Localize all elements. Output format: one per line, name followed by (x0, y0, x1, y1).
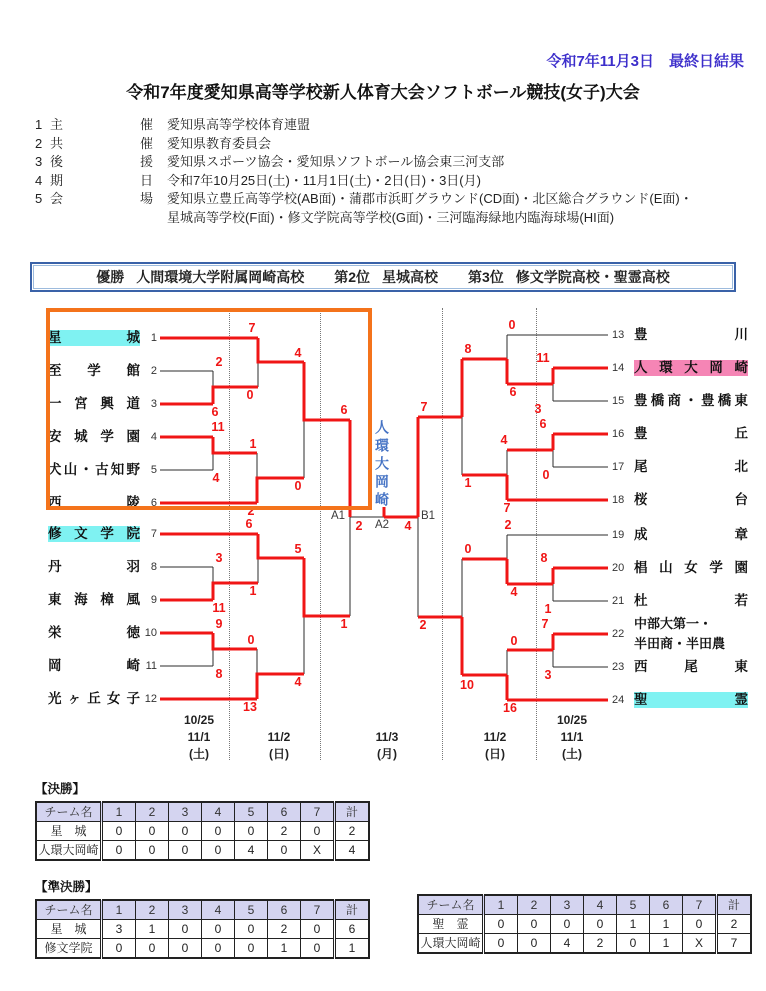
header-cell: 4 (584, 895, 617, 915)
inning-cell: 0 (301, 939, 335, 959)
round-dates-col3 (376, 729, 399, 763)
inning-cell: 0 (169, 939, 202, 959)
info-text-line1: 愛知県スポーツ協会・愛知県ソフトボール協会東三河支部 (167, 154, 505, 169)
semifinal-left-section (35, 877, 370, 959)
inning-cell: 0 (102, 822, 136, 841)
info-number: 1 (35, 117, 43, 132)
header-cell: 4 (202, 802, 235, 822)
team-seed: 7 (150, 527, 157, 540)
inning-cell: 0 (102, 841, 136, 861)
semifinal-right-section (417, 894, 752, 954)
score: 4 (294, 675, 302, 689)
team-entry (48, 524, 157, 544)
score: 0 (294, 479, 302, 493)
inning-cell: 2 (584, 934, 617, 954)
team-name: 人環大岡崎 (634, 359, 748, 375)
second-name: 星城高校 (382, 269, 438, 285)
score: 0 (508, 318, 516, 332)
team-seed: 12 (144, 692, 157, 705)
header-cell: 4 (202, 900, 235, 920)
table-header-row (36, 802, 369, 822)
round-dates-col5 (557, 712, 587, 763)
score: 0 (510, 634, 518, 648)
inning-cell: 0 (518, 934, 551, 954)
date-line: (土) (189, 747, 209, 761)
team-seed: 21 (612, 594, 625, 607)
inning-cell: 0 (202, 841, 235, 861)
score: 6 (539, 417, 547, 431)
team-name (630, 614, 725, 654)
score: 7 (503, 501, 511, 515)
team-entry (612, 424, 748, 444)
date-line: (日) (268, 747, 289, 761)
inning-cell: 0 (169, 920, 202, 939)
inning-cell: 0 (136, 822, 169, 841)
info-text-line2: 星城高等学校(F面)・修文学院高等学校(G面)・三河臨海緑地内臨海球場(HI面) (167, 209, 615, 225)
inning-cell: 0 (235, 920, 268, 939)
header-cell: 7 (301, 802, 335, 822)
highlight-rectangle (46, 308, 372, 510)
date-line: 10/25 (556, 713, 588, 727)
info-number: 3 (35, 154, 43, 169)
score: 11 (211, 420, 225, 434)
team-name: 豊川 (634, 326, 748, 342)
team-name-line1: 中部大第一・ (634, 616, 713, 631)
team-seed: 22 (612, 627, 625, 640)
date-line: 11/1 (187, 730, 211, 744)
final-score-section (35, 779, 370, 861)
inning-cell: 0 (268, 841, 301, 861)
final-day-date-note: 令和7年11月3日 最終日結果 (546, 53, 744, 70)
score: 6 (211, 405, 219, 419)
info-label: 会 (50, 191, 64, 206)
score: 10 (460, 678, 474, 692)
date-line: 10/25 (183, 713, 215, 727)
semifinal-left-table (35, 899, 370, 959)
total-cell: 2 (717, 915, 752, 934)
team-name: 至学館 (48, 362, 140, 378)
champion-name: 人間環境大学附属岡崎高校 (136, 269, 305, 285)
inning-cell: 0 (617, 934, 650, 954)
champion-label: 優勝 (96, 269, 125, 285)
team-name: 岡崎 (48, 657, 140, 673)
inning-cell: 0 (169, 822, 202, 841)
score: 3 (544, 668, 552, 682)
team-seed: 3 (150, 397, 157, 410)
team-entry (612, 391, 748, 411)
score: 7 (248, 321, 256, 335)
score: 4 (212, 471, 220, 485)
header-cell: 7 (683, 895, 717, 915)
header-cell: 6 (650, 895, 683, 915)
header-cell: 5 (235, 900, 268, 920)
team-seed: 24 (612, 693, 625, 706)
date-line: (土) (562, 747, 582, 761)
third-label: 第3位 (468, 269, 504, 285)
bracket-champion-name: 人環大岡崎 (374, 420, 390, 510)
inning-cell: 0 (235, 939, 268, 959)
team-seed: 15 (612, 394, 625, 407)
date-line: (日) (484, 747, 505, 761)
info-label: 後 (50, 154, 64, 169)
team-name: 豊丘 (634, 425, 748, 441)
semifinal-table-label: 【準決勝】 (35, 880, 98, 894)
header-cell: 5 (617, 895, 650, 915)
info-number: 4 (35, 172, 43, 188)
table-row (36, 841, 369, 861)
table-header-row (36, 900, 369, 920)
team-seed: 17 (612, 460, 625, 473)
team-name: 椙山女学園 (634, 559, 748, 575)
team-entry (48, 623, 157, 643)
header-cell: 計 (335, 802, 370, 822)
team-cell: 聖 霊 (418, 915, 484, 934)
inning-cell: 2 (268, 920, 301, 939)
match-label-b1: B1 (421, 510, 436, 522)
score: 13 (243, 700, 257, 714)
info-label2: 催 (140, 117, 154, 132)
score: 9 (215, 617, 223, 631)
inning-cell: 2 (268, 822, 301, 841)
team-name: 豊橋商・豊橋東 (634, 392, 748, 408)
total-cell: 6 (335, 920, 370, 939)
info-number: 5 (35, 191, 43, 206)
score: 5 (294, 542, 302, 556)
inning-cell: 1 (136, 920, 169, 939)
inning-cell: X (301, 841, 335, 861)
team-name: 尾北 (634, 458, 748, 474)
score: 1 (340, 617, 348, 631)
score: 2 (504, 518, 512, 532)
team-seed: 19 (612, 528, 625, 541)
inning-cell: 1 (650, 934, 683, 954)
score: 0 (246, 388, 254, 402)
team-name: 桜台 (634, 491, 748, 507)
second-label: 第2位 (334, 269, 370, 285)
team-seed: 18 (612, 493, 625, 506)
date-line: 11/2 (483, 730, 507, 744)
team-seed: 4 (150, 430, 157, 443)
date-line: (月) (376, 747, 397, 761)
header-cell: 2 (136, 900, 169, 920)
inning-cell: 0 (169, 841, 202, 861)
team-name: 西陵 (48, 494, 140, 510)
info-number: 2 (35, 135, 43, 151)
inning-cell: 1 (617, 915, 650, 934)
total-cell: 1 (335, 939, 370, 959)
info-label2: 援 (140, 154, 154, 169)
team-entry (612, 358, 748, 378)
score: 0 (542, 468, 550, 482)
inning-cell: 0 (136, 841, 169, 861)
inning-cell: 0 (301, 822, 335, 841)
info-text-line1: 愛知県立豊丘高等学校(AB面)・蒲郡市浜町グラウンド(CD面)・北区総合グラウンド(E面)・ (167, 191, 693, 206)
team-seed: 5 (150, 463, 157, 476)
inning-cell: 1 (268, 939, 301, 959)
inning-cell: 0 (683, 915, 717, 934)
team-entry (48, 689, 157, 709)
table-header-row (418, 895, 751, 915)
team-seed: 23 (612, 660, 625, 673)
team-name: 西尾東 (634, 658, 748, 674)
inning-cell: 0 (551, 915, 584, 934)
team-seed: 10 (144, 626, 157, 639)
score: 7 (541, 617, 549, 631)
round-dates-col2 (268, 729, 291, 763)
table-row (36, 939, 369, 959)
score: 6 (245, 517, 253, 531)
score: 4 (404, 519, 412, 533)
header-cell: 1 (102, 900, 136, 920)
team-name: 犬山・古知野 (48, 461, 140, 477)
team-name: 栄徳 (48, 624, 140, 640)
score: 0 (464, 542, 472, 556)
header-cell: 6 (268, 802, 301, 822)
score: 4 (500, 433, 508, 447)
table-row (36, 920, 369, 939)
header-cell: 5 (235, 802, 268, 822)
header-cell: 2 (518, 895, 551, 915)
team-name: 星城 (48, 329, 140, 345)
semifinal-right-table (417, 894, 752, 954)
info-label2: 日 (140, 172, 154, 188)
header-cell: 計 (335, 900, 370, 920)
header-cell: チーム名 (36, 900, 102, 920)
score: 0 (247, 633, 255, 647)
team-entry (48, 557, 157, 577)
score: 3 (215, 551, 223, 565)
inning-cell: 0 (102, 939, 136, 959)
team-seed: 9 (150, 593, 157, 606)
info-text-line1: 愛知県教育委員会 (167, 135, 272, 151)
table-row (36, 822, 369, 841)
score: 11 (536, 351, 550, 365)
info-text-line1: 令和7年10月25日(土)・11月1日(土)・2日(日)・3日(月) (167, 172, 481, 188)
score: 11 (212, 601, 226, 615)
team-name: 杜若 (634, 592, 748, 608)
date-line: 11/2 (267, 730, 291, 744)
inning-cell: 4 (235, 841, 268, 861)
score: 2 (215, 355, 223, 369)
score: 6 (509, 385, 517, 399)
team-seed: 11 (145, 659, 157, 672)
score: 2 (355, 519, 363, 533)
team-cell: 星 城 (36, 822, 102, 841)
team-entry (612, 558, 748, 578)
inning-cell: X (683, 934, 717, 954)
score: 8 (540, 551, 548, 565)
team-name: 修文学院 (48, 525, 140, 541)
header-cell: チーム名 (418, 895, 484, 915)
score: 1 (464, 476, 472, 490)
header-cell: 3 (551, 895, 584, 915)
info-label: 共 (50, 135, 64, 151)
inning-cell: 3 (102, 920, 136, 939)
header-cell: 1 (102, 802, 136, 822)
round-dates-col1 (184, 712, 214, 763)
inning-cell: 0 (235, 822, 268, 841)
score: 2 (419, 618, 427, 632)
final-table-label: 【決勝】 (35, 782, 86, 796)
third-name: 修文学院高校・聖霊高校 (515, 269, 670, 285)
score: 1 (249, 437, 257, 451)
table-row (418, 934, 751, 954)
team-entry (48, 656, 157, 676)
inning-cell: 1 (650, 915, 683, 934)
team-entry (612, 457, 748, 477)
header-cell: 2 (136, 802, 169, 822)
team-name-line2: 半田商・半田農 (634, 636, 726, 651)
team-entry (612, 490, 748, 510)
team-entry (48, 590, 157, 610)
match-label-a2: A2 (375, 519, 390, 531)
score: 6 (340, 403, 348, 417)
total-cell: 7 (717, 934, 752, 954)
team-cell: 修文学院 (36, 939, 102, 959)
score: 7 (420, 400, 428, 414)
team-seed: 16 (612, 427, 625, 440)
final-score-table (35, 801, 370, 861)
total-cell: 2 (335, 822, 370, 841)
inning-cell: 0 (484, 915, 518, 934)
score: 3 (534, 402, 542, 416)
team-name: 聖霊 (634, 691, 748, 707)
team-seed: 8 (150, 560, 157, 573)
team-entry (612, 591, 748, 611)
page-title: 令和7年度愛知県高等学校新人体育大会ソフトボール競技(女子)大会 (126, 83, 640, 102)
total-cell: 4 (335, 841, 370, 861)
info-label2: 場 (140, 191, 154, 206)
team-cell: 星 城 (36, 920, 102, 939)
team-seed: 14 (612, 361, 625, 374)
team-name: 成章 (634, 526, 748, 542)
round-dates-col4 (484, 729, 507, 763)
team-name: 丹羽 (48, 558, 140, 574)
team-seed: 2 (150, 364, 157, 377)
info-label: 主 (50, 117, 64, 132)
inning-cell: 0 (136, 939, 169, 959)
score: 4 (510, 585, 518, 599)
score: 4 (294, 346, 302, 360)
team-name: 一宮興道 (48, 395, 140, 411)
header-cell: 3 (169, 802, 202, 822)
inning-cell: 0 (584, 915, 617, 934)
score: 8 (464, 342, 472, 356)
team-seed: 13 (612, 328, 625, 341)
team-seed: 6 (150, 496, 157, 509)
header-cell: 6 (268, 900, 301, 920)
inning-cell: 4 (551, 934, 584, 954)
header-cell: 1 (484, 895, 518, 915)
team-entry (612, 657, 748, 677)
team-cell: 人環大岡崎 (418, 934, 484, 954)
score: 1 (249, 584, 257, 598)
inning-cell: 0 (484, 934, 518, 954)
header-cell: 7 (301, 900, 335, 920)
score: 2 (247, 504, 255, 518)
team-entry (612, 325, 748, 345)
header-cell: 計 (717, 895, 752, 915)
team-name: 光ヶ丘女子 (48, 690, 140, 706)
score: 1 (544, 602, 552, 616)
info-label: 期 (50, 172, 64, 188)
score: 16 (503, 701, 517, 715)
team-entry (612, 613, 725, 655)
info-label2: 催 (140, 135, 154, 151)
team-entry (612, 525, 748, 545)
header-cell: チーム名 (36, 802, 102, 822)
team-seed: 1 (150, 331, 157, 344)
match-label-a1: A1 (331, 510, 346, 522)
date-line: 11/3 (375, 730, 399, 744)
info-text-line1: 愛知県高等学校体育連盟 (167, 117, 311, 132)
team-entry (612, 690, 748, 710)
team-cell: 人環大岡崎 (36, 841, 102, 861)
inning-cell: 0 (202, 939, 235, 959)
inning-cell: 0 (202, 920, 235, 939)
table-row (418, 915, 751, 934)
inning-cell: 0 (202, 822, 235, 841)
team-name: 東海樟風 (48, 591, 140, 607)
header-cell: 3 (169, 900, 202, 920)
score: 8 (215, 667, 223, 681)
inning-cell: 0 (301, 920, 335, 939)
inning-cell: 0 (518, 915, 551, 934)
date-line: 11/1 (560, 730, 584, 744)
team-seed: 20 (612, 561, 625, 574)
team-name: 安城学園 (48, 428, 140, 444)
